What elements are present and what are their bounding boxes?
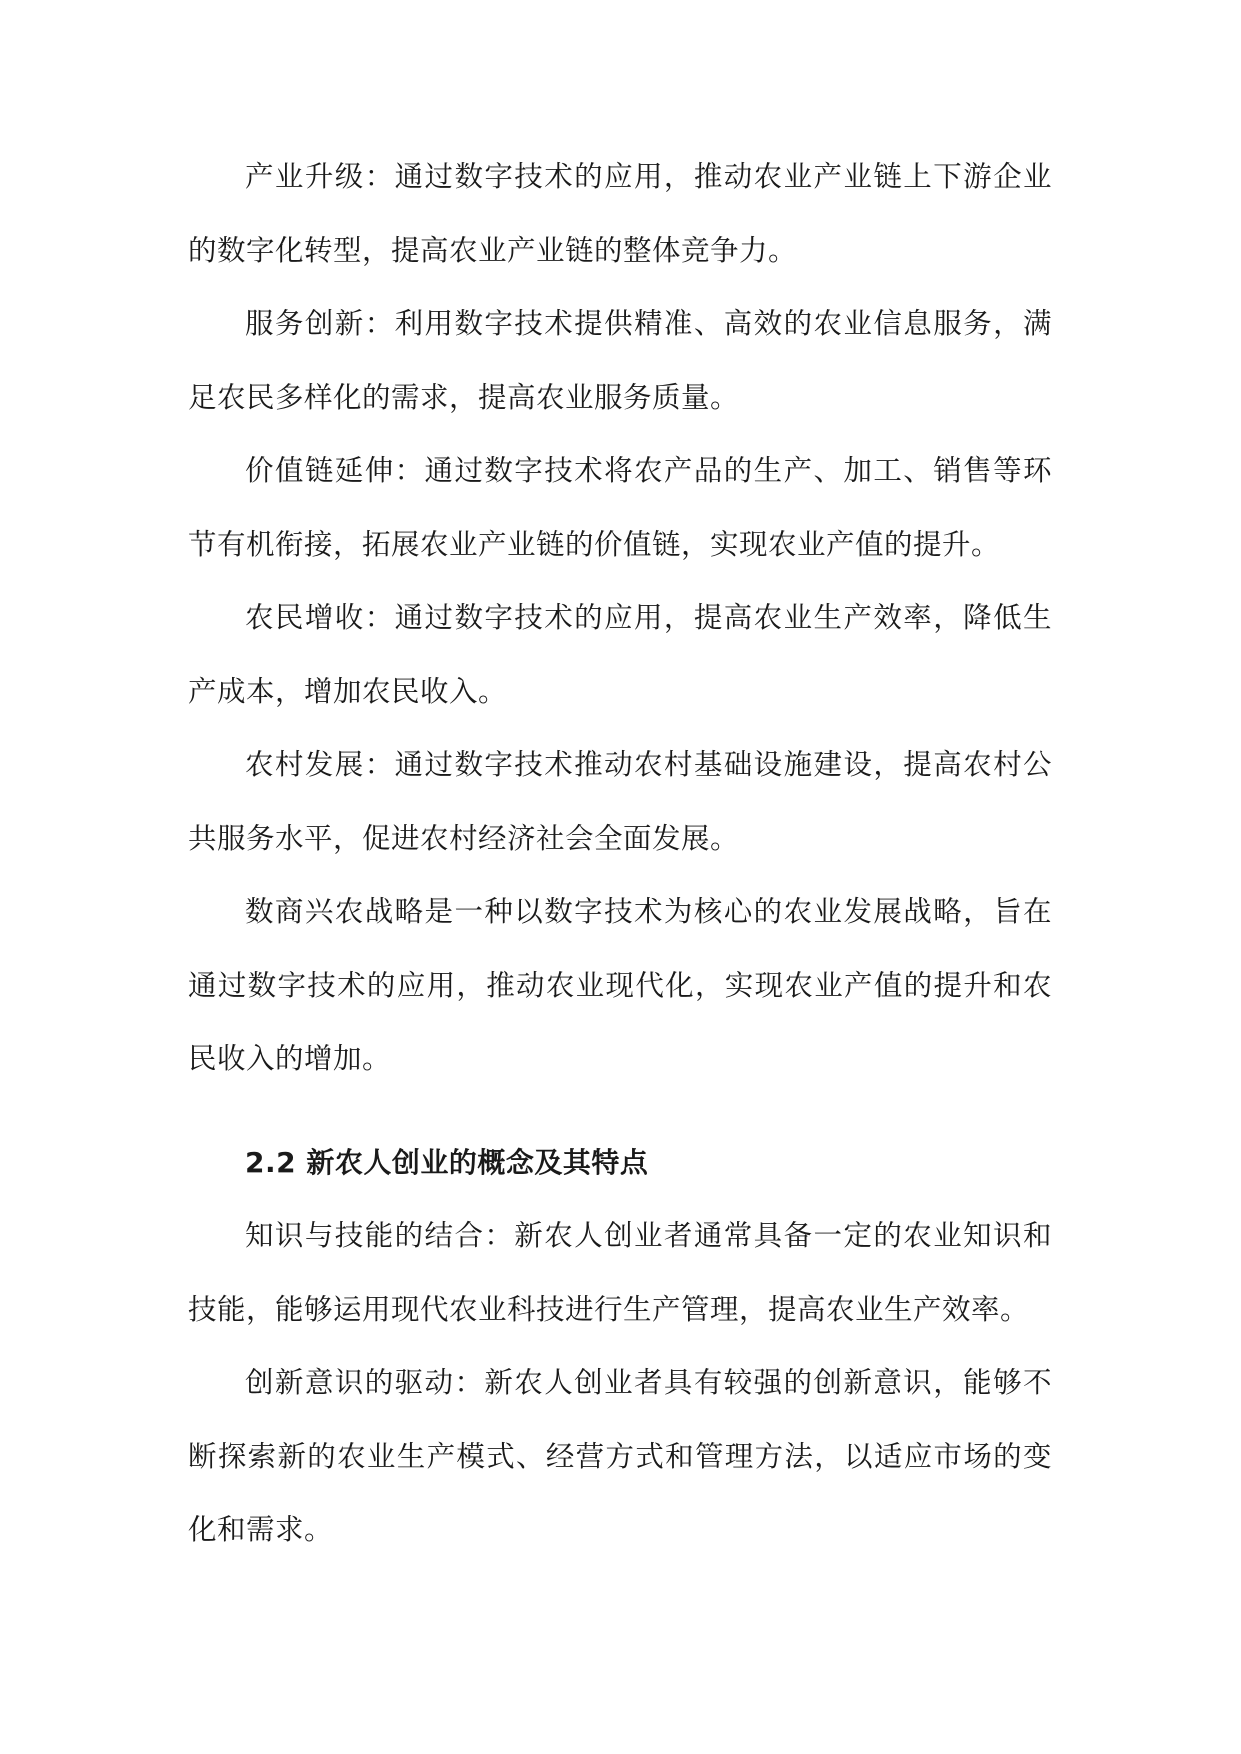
- paragraph-innovation-drive: 创新意识的驱动：新农人创业者具有较强的创新意识，能够不断探索新的农业生产模式、经营方式和管理方法，以适应市场的变化和需求。: [188, 1366, 1052, 1546]
- paragraph-strategy-summary: 数商兴农战略是一种以数字技术为核心的农业发展战略，旨在通过数字技术的应用，推动农业现代化，实现农业产值的提升和农民收入的增加。: [188, 895, 1052, 1075]
- section-heading: 2.2 新农人创业的概念及其特点: [245, 1145, 649, 1179]
- paragraph-farmer-income: 农民增收：通过数字技术的应用，提高农业生产效率，降低生产成本，增加农民收入。: [188, 601, 1052, 708]
- paragraph-value-chain-extension: 价值链延伸：通过数字技术将农产品的生产、加工、销售等环节有机衔接，拓展农业产业链的价值链，实现农业产值的提升。: [188, 454, 1052, 561]
- paragraph-service-innovation: 服务创新：利用数字技术提供精准、高效的农业信息服务，满足农民多样化的需求，提高农业服务质量。: [188, 307, 1052, 414]
- document-body: [188, 140, 1052, 1567]
- paragraph-industry-upgrade: 产业升级：通过数字技术的应用，推动农业产业链上下游企业的数字化转型，提高农业产业链的整体竞争力。: [188, 160, 1052, 267]
- paragraph-knowledge-skills: 知识与技能的结合：新农人创业者通常具备一定的农业知识和技能，能够运用现代农业科技进行生产管理，提高农业生产效率。: [188, 1219, 1052, 1326]
- paragraph-rural-development: 农村发展：通过数字技术推动农村基础设施建设，提高农村公共服务水平，促进农村经济社会全面发展。: [188, 748, 1052, 855]
